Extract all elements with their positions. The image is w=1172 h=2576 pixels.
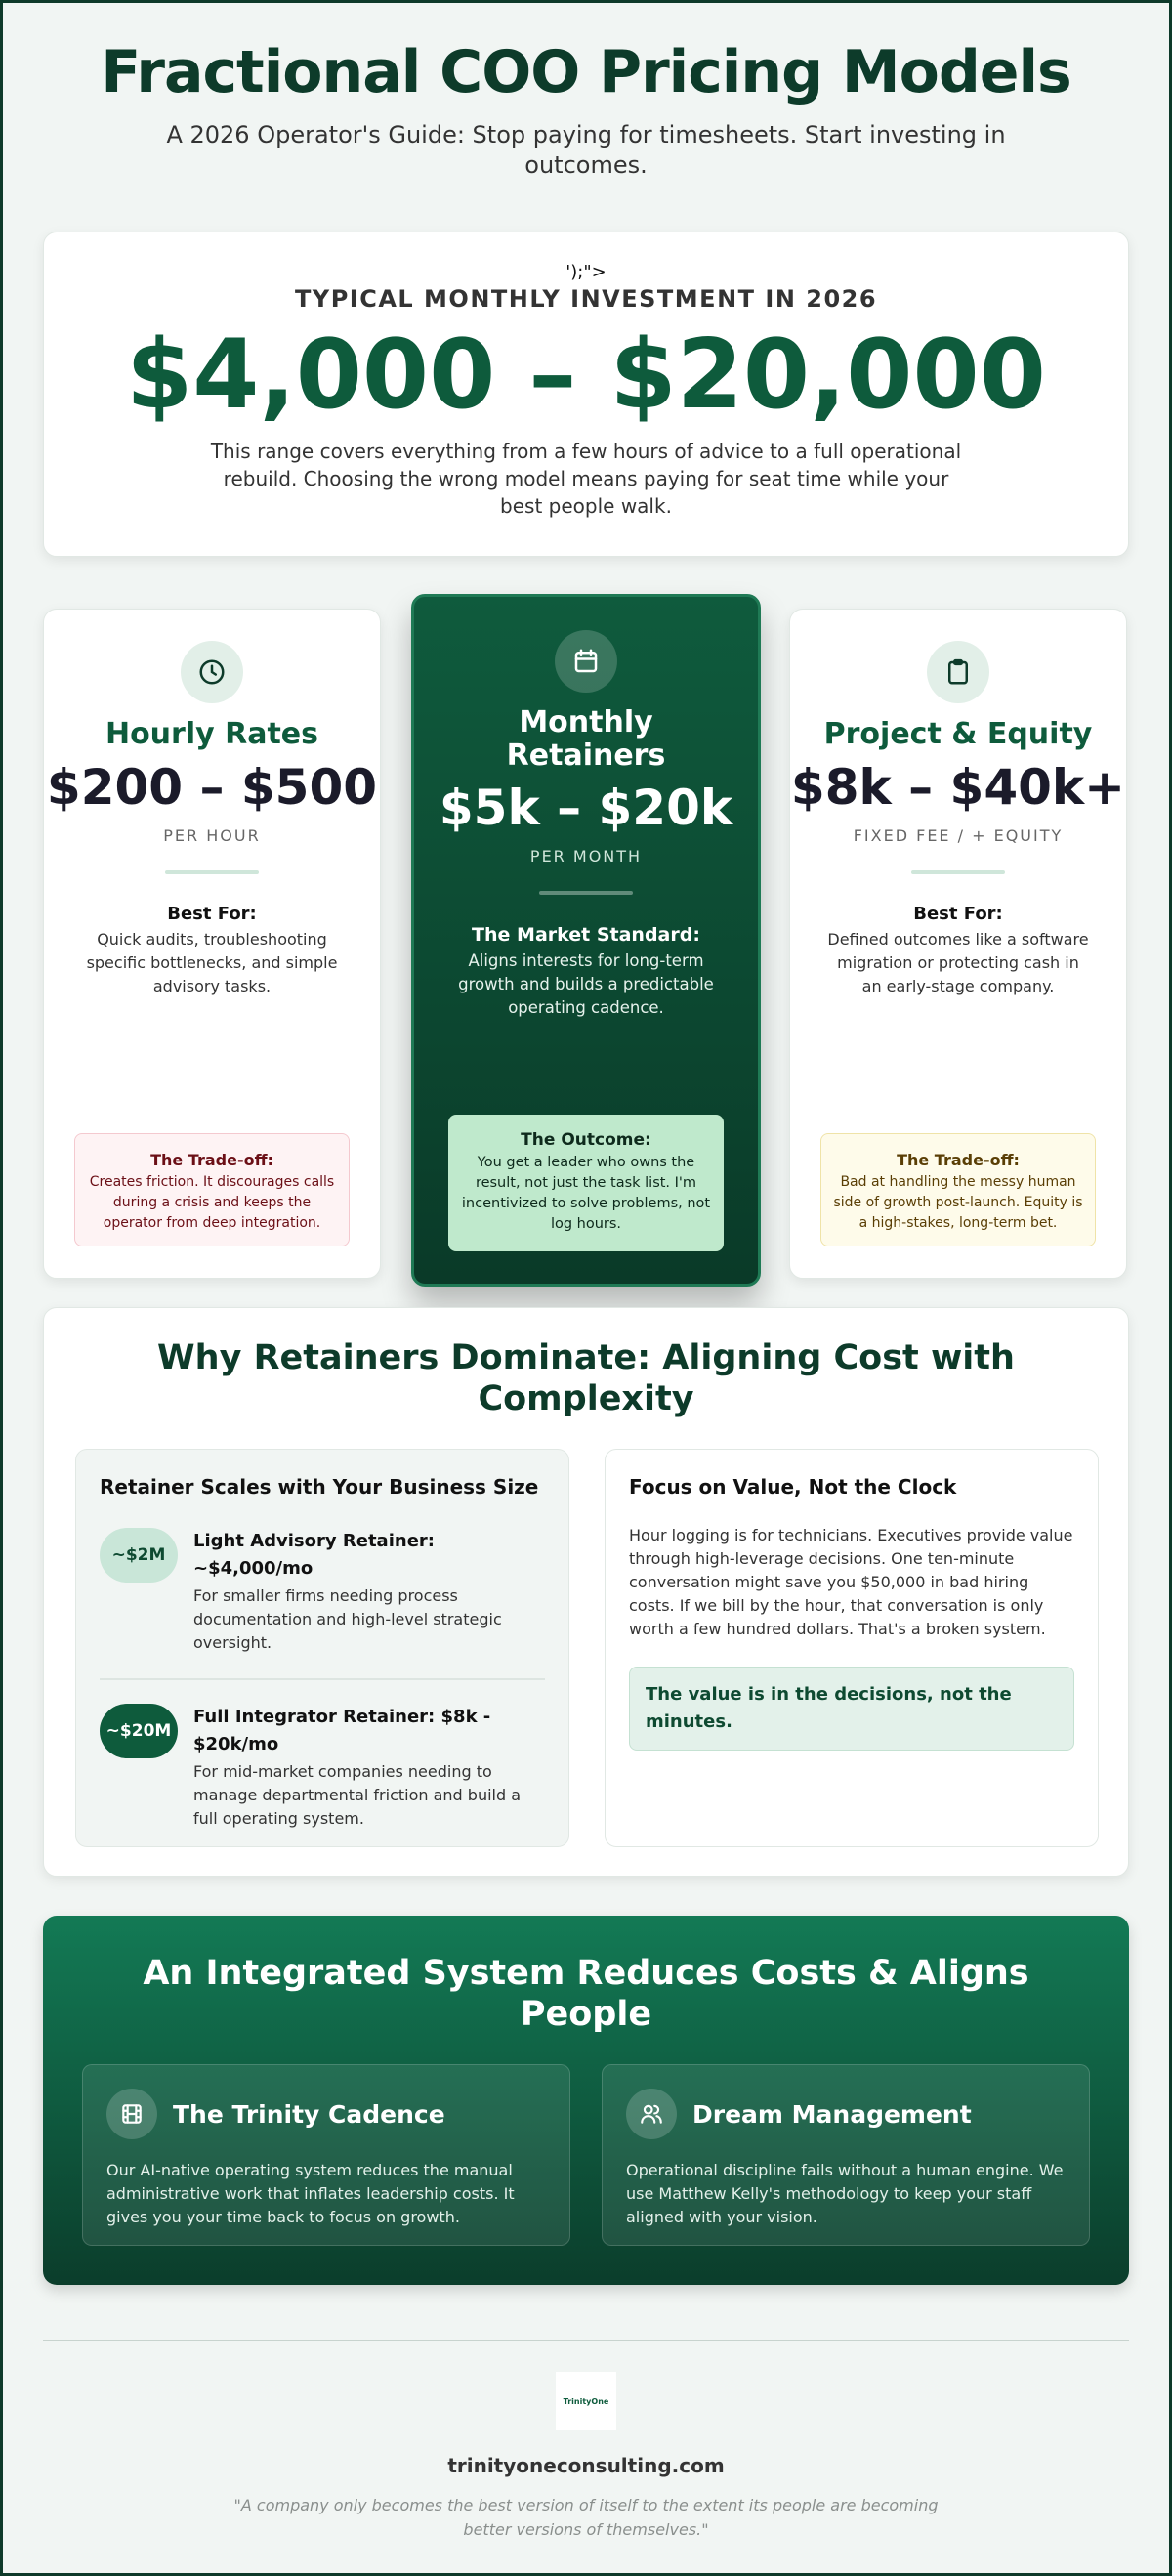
- dream-management-box: [602, 2064, 1090, 2246]
- pricing-cards: [3, 594, 1169, 1307]
- divider: [911, 870, 1005, 874]
- project-best-label: Best For:: [913, 904, 1003, 924]
- tier-title: Full Integrator Retainer: $8k - $20k/mo: [193, 1707, 491, 1754]
- site-link[interactable]: trinityoneconsulting.com: [447, 2454, 725, 2477]
- page: [3, 3, 1169, 2542]
- value-callout: The value is in the decisions, not the minutes.: [629, 1667, 1074, 1751]
- focus-value-text: Hour logging is for technicians. Executives provide value through high-leverage decisions. One ten-minute conversation might save you $50,000 in bad hiring costs. If we bill by the hour, that conversation is only worth a few hundred dollars. That's a broken system.: [629, 1526, 1073, 1638]
- tier-pill: ~$20M: [100, 1704, 178, 1758]
- focus-value-box: [605, 1449, 1099, 1847]
- tier-full: [100, 1704, 545, 1831]
- dream-management-text: Operational discipline fails without a human engine. We use Matthew Kelly's methodology to keep your staff aligned with your vision.: [626, 2161, 1064, 2226]
- page-subtitle: A 2026 Operator's Guide: Stop paying for timesheets. Start investing in outcomes.: [166, 121, 1006, 179]
- clipboard-icon: [927, 641, 989, 703]
- investment-description: This range covers everything from a few hours of advice to a full operational rebuild. Choosing the wrong model means paying for seat time while your best people walk.: [210, 440, 962, 518]
- film-icon: [106, 2089, 157, 2139]
- clock-icon: [181, 641, 243, 703]
- project-card: [789, 609, 1127, 1279]
- outcome-title: The Outcome:: [521, 1130, 651, 1150]
- dream-management-title: Dream Management: [692, 2099, 972, 2129]
- project-price: $8k – $40k+: [790, 759, 1126, 816]
- footer-quote: "A company only becomes the best version of itself to the extent its people are becoming better versions of themselves.": [233, 2496, 939, 2539]
- project-best-text: Defined outcomes like a software migration or protecting cash in an early-stage company.: [827, 930, 1089, 995]
- retainer-price: $5k – $20k: [439, 780, 733, 836]
- hourly-card: [43, 609, 381, 1279]
- header: [3, 3, 1169, 181]
- retainer-unit: PER MONTH: [529, 847, 643, 866]
- trinity-cadence-title: The Trinity Cadence: [173, 2099, 445, 2129]
- tier-pill: ~$2M: [100, 1528, 178, 1583]
- tier-light: [100, 1528, 545, 1655]
- retainer-scale-box: [75, 1449, 569, 1847]
- integrated-system-section: [43, 1916, 1129, 2285]
- page-title: Fractional COO Pricing Models: [101, 38, 1071, 106]
- investment-label: TYPICAL MONTHLY INVESTMENT IN 2026: [294, 285, 878, 313]
- users-icon: [626, 2089, 677, 2139]
- tier-title: Light Advisory Retainer: ~$4,000/mo: [193, 1531, 435, 1579]
- retainer-title: Monthly Retainers: [506, 705, 666, 773]
- why-title: Why Retainers Dominate: Aligning Cost with Complexity: [157, 1338, 1015, 1418]
- hourly-tradeoff: [74, 1133, 350, 1246]
- trinity-cadence-text: Our AI-native operating system reduces the manual administrative work that inflates leadership costs. It gives you your time back to focus on growth.: [106, 2161, 515, 2226]
- hourly-best-text: Quick audits, troubleshooting specific bottlenecks, and simple advisory tasks.: [86, 930, 338, 995]
- calendar-icon: [555, 630, 617, 693]
- tradeoff-text: Bad at handling the messy human side of growth post-launch. Equity is a high-stakes, long-term bet.: [833, 1174, 1083, 1231]
- integrated-title: An Integrated System Reduces Costs & Aligns People: [143, 1954, 1029, 2034]
- tier-text: For mid-market companies needing to manage departmental friction and build a full operating system.: [193, 1762, 522, 1828]
- divider: [100, 1678, 545, 1680]
- outcome-text: You get a leader who owns the result, not just the task list. I'm incentivized to solve problems, not log hours.: [461, 1155, 711, 1232]
- project-unit: FIXED FEE / + EQUITY: [853, 826, 1064, 845]
- divider: [539, 891, 633, 895]
- retainer-scale-title: Retainer Scales with Your Business Size: [100, 1475, 539, 1499]
- tradeoff-title: The Trade-off:: [150, 1151, 273, 1169]
- focus-value-title: Focus on Value, Not the Clock: [629, 1475, 957, 1499]
- tradeoff-text: Creates friction. It discourages calls during a crisis and keeps the operator from deep integration.: [89, 1174, 335, 1231]
- trinityone-logo: [556, 2372, 616, 2430]
- hourly-price: $200 – $500: [46, 759, 378, 816]
- stray-text: ');">: [565, 262, 607, 282]
- investment-card: [43, 232, 1129, 557]
- hourly-unit: PER HOUR: [163, 826, 261, 845]
- retainer-card: [411, 594, 761, 1287]
- why-retainers-section: [43, 1307, 1129, 1877]
- divider: [165, 870, 259, 874]
- project-tradeoff: [820, 1133, 1096, 1246]
- project-title: Project & Equity: [823, 717, 1093, 751]
- trinity-cadence-box: [82, 2064, 570, 2246]
- retainer-best-text: Aligns interests for long-term growth and builds a predictable operating cadence.: [458, 951, 714, 1017]
- footer-divider: [43, 2340, 1129, 2341]
- hourly-best-label: Best For:: [167, 904, 257, 924]
- retainer-best-label: The Market Standard:: [472, 924, 700, 946]
- investment-range: $4,000 – $20,000: [126, 319, 1046, 431]
- tradeoff-title: The Trade-off:: [897, 1151, 1020, 1169]
- retainer-outcome: [448, 1115, 724, 1251]
- hourly-title: Hourly Rates: [105, 717, 319, 751]
- tier-text: For smaller firms needing process documentation and high-level strategic oversight.: [193, 1586, 502, 1652]
- logo-text: TrinityOne: [563, 2396, 609, 2406]
- footer: [3, 2372, 1169, 2542]
